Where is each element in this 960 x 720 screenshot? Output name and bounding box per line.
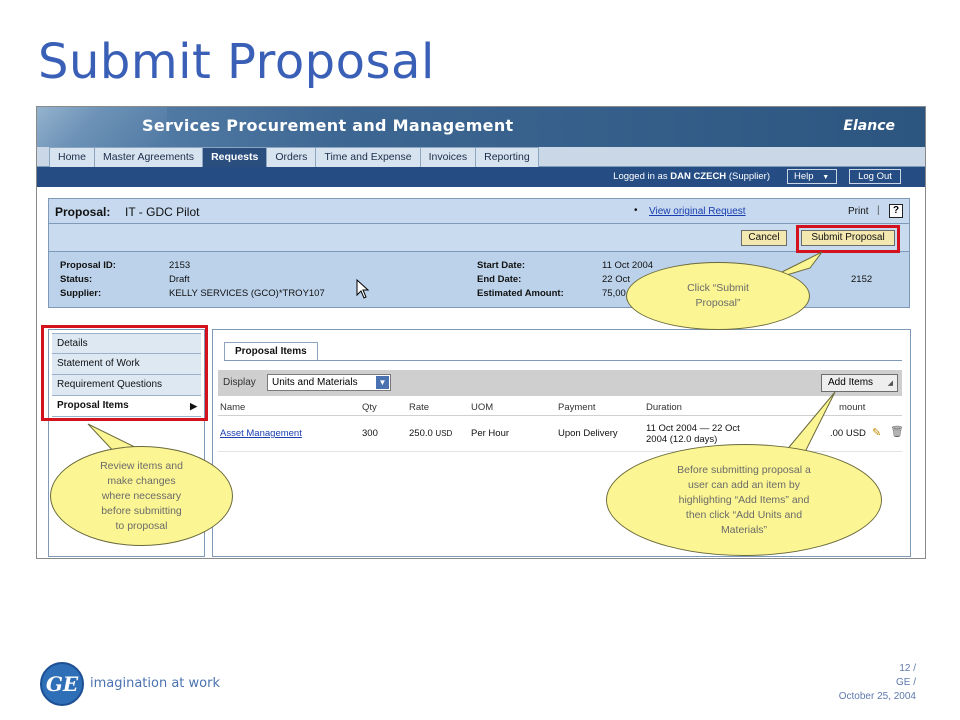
start-date-value: 11 Oct 2004 — [602, 260, 654, 271]
status-label: Status: — [60, 274, 93, 285]
nav-item-label: Proposal Items — [57, 400, 129, 411]
submit-callout-line-1: Click “Submit — [687, 282, 749, 294]
item-amount: .00 USD — [830, 428, 866, 439]
elance-logo: Elance — [843, 118, 895, 134]
item-payment: Upon Delivery — [558, 428, 618, 439]
nav-item-statement-of-work[interactable]: Statement of Work — [52, 354, 201, 375]
review-callout-text — [100, 459, 183, 534]
nav-item-details[interactable]: Details — [52, 333, 201, 354]
company-name: GE / — [895, 677, 916, 688]
supplier-label: Supplier: — [60, 288, 102, 299]
proposal-id-value: 2153 — [169, 260, 191, 271]
column-name: Name — [220, 402, 246, 413]
nav-item-requirement-questions[interactable]: Requirement Questions — [52, 375, 201, 396]
edit-pencil-icon[interactable]: ✎ — [872, 427, 882, 439]
review-callout-line-2: make changes — [107, 474, 176, 487]
page-number: 12 / — [899, 663, 916, 674]
bullet-icon: • — [634, 205, 638, 216]
estimated-amount-value: 75,00 — [602, 288, 626, 299]
tab-proposal-items[interactable]: Proposal Items — [224, 342, 318, 361]
column-rate: Rate — [409, 402, 430, 413]
view-original-request-link[interactable]: View original Request — [649, 206, 746, 217]
add-callout-line-1: Before submitting proposal a — [677, 463, 811, 476]
review-callout — [50, 446, 233, 546]
reference-number: 2152 — [851, 274, 873, 285]
app-title: Services Procurement and Management — [142, 116, 514, 135]
submit-callout — [626, 262, 810, 330]
user-role: (Supplier) — [728, 171, 770, 182]
corner-arrow-icon: ◢ — [887, 380, 893, 387]
proposal-id-label: Proposal ID: — [60, 260, 116, 271]
logged-in-prefix: Logged in as — [613, 171, 668, 182]
add-callout-line-4: then click “Add Units and — [685, 508, 803, 521]
tab-requests[interactable]: Requests — [202, 147, 266, 167]
submit-proposal-button[interactable]: Submit Proposal — [801, 230, 895, 246]
end-date-label: End Date: — [477, 274, 522, 285]
slide-date: October 25, 2004 — [838, 691, 916, 702]
tagline: imagination at work — [90, 676, 220, 691]
tab-orders[interactable]: Orders — [266, 147, 315, 167]
chevron-right-icon: ▶ — [190, 401, 197, 411]
add-items-callout-text — [677, 463, 811, 538]
separator: | — [877, 205, 880, 216]
slide-footer-meta — [839, 662, 916, 704]
item-name-link[interactable]: Asset Management — [220, 428, 302, 439]
item-rate-currency: USD — [435, 429, 453, 438]
tab-master-agreements[interactable]: Master Agreements — [94, 147, 202, 167]
item-rate-value: 250.0 — [409, 428, 433, 439]
item-duration-line1: 11 Oct 2004 — 22 Oct — [646, 423, 740, 434]
review-callout-line-4: before submitting — [101, 504, 182, 517]
item-uom: Per Hour — [471, 428, 510, 439]
proposal-name: IT - GDC Pilot — [125, 205, 200, 219]
column-uom: UOM — [471, 402, 494, 413]
tab-time-and-expense[interactable]: Time and Expense — [315, 147, 419, 167]
logout-button[interactable]: Log Out — [849, 169, 901, 184]
user-name: DAN CZECH — [670, 171, 727, 182]
add-callout-line-2: user can add an item by — [687, 478, 801, 491]
review-callout-line-1: Review items and — [100, 459, 183, 472]
column-qty: Qty — [362, 402, 377, 413]
add-items-callout — [606, 444, 882, 556]
add-items-label: Add Items — [828, 377, 874, 388]
chevron-down-icon: ▼ — [822, 174, 830, 181]
review-callout-line-3: where necessary — [101, 489, 182, 502]
tab-reporting[interactable]: Reporting — [475, 147, 539, 167]
estimated-amount-label: Estimated Amount: — [477, 288, 564, 299]
help-label: Help — [794, 171, 814, 182]
ge-logo: GE — [40, 662, 84, 706]
help-question-icon[interactable]: ? — [889, 204, 903, 218]
item-qty: 300 — [362, 428, 378, 439]
status-value: Draft — [169, 274, 190, 285]
add-callout-line-3: highlighting “Add Items” and — [678, 493, 810, 506]
column-duration: Duration — [646, 402, 682, 413]
chevron-down-icon: ▼ — [376, 376, 389, 389]
submit-callout-text — [687, 281, 749, 311]
proposal-label: Proposal: — [55, 205, 111, 219]
tab-invoices[interactable]: Invoices — [420, 147, 476, 167]
display-select-value: Units and Materials — [272, 377, 358, 388]
review-callout-line-5: to proposal — [115, 519, 168, 532]
column-payment: Payment — [558, 402, 596, 413]
tab-home[interactable]: Home — [49, 147, 94, 167]
slide-title: Submit Proposal — [38, 34, 435, 90]
display-label: Display — [223, 377, 256, 388]
column-amount: mount — [839, 402, 866, 413]
submit-callout-line-2: Proposal” — [695, 297, 741, 309]
start-date-label: Start Date: — [477, 260, 526, 271]
trash-icon[interactable]: 🗑 — [890, 426, 904, 438]
add-callout-line-5: Materials” — [720, 523, 768, 536]
end-date-value: 22 Oct — [602, 274, 630, 285]
cancel-button[interactable]: Cancel — [741, 230, 787, 246]
item-duration-line2: 2004 (12.0 days) — [646, 434, 718, 445]
supplier-value: KELLY SERVICES (GCO)*TROY107 — [169, 288, 325, 299]
print-link[interactable]: Print — [848, 206, 869, 217]
